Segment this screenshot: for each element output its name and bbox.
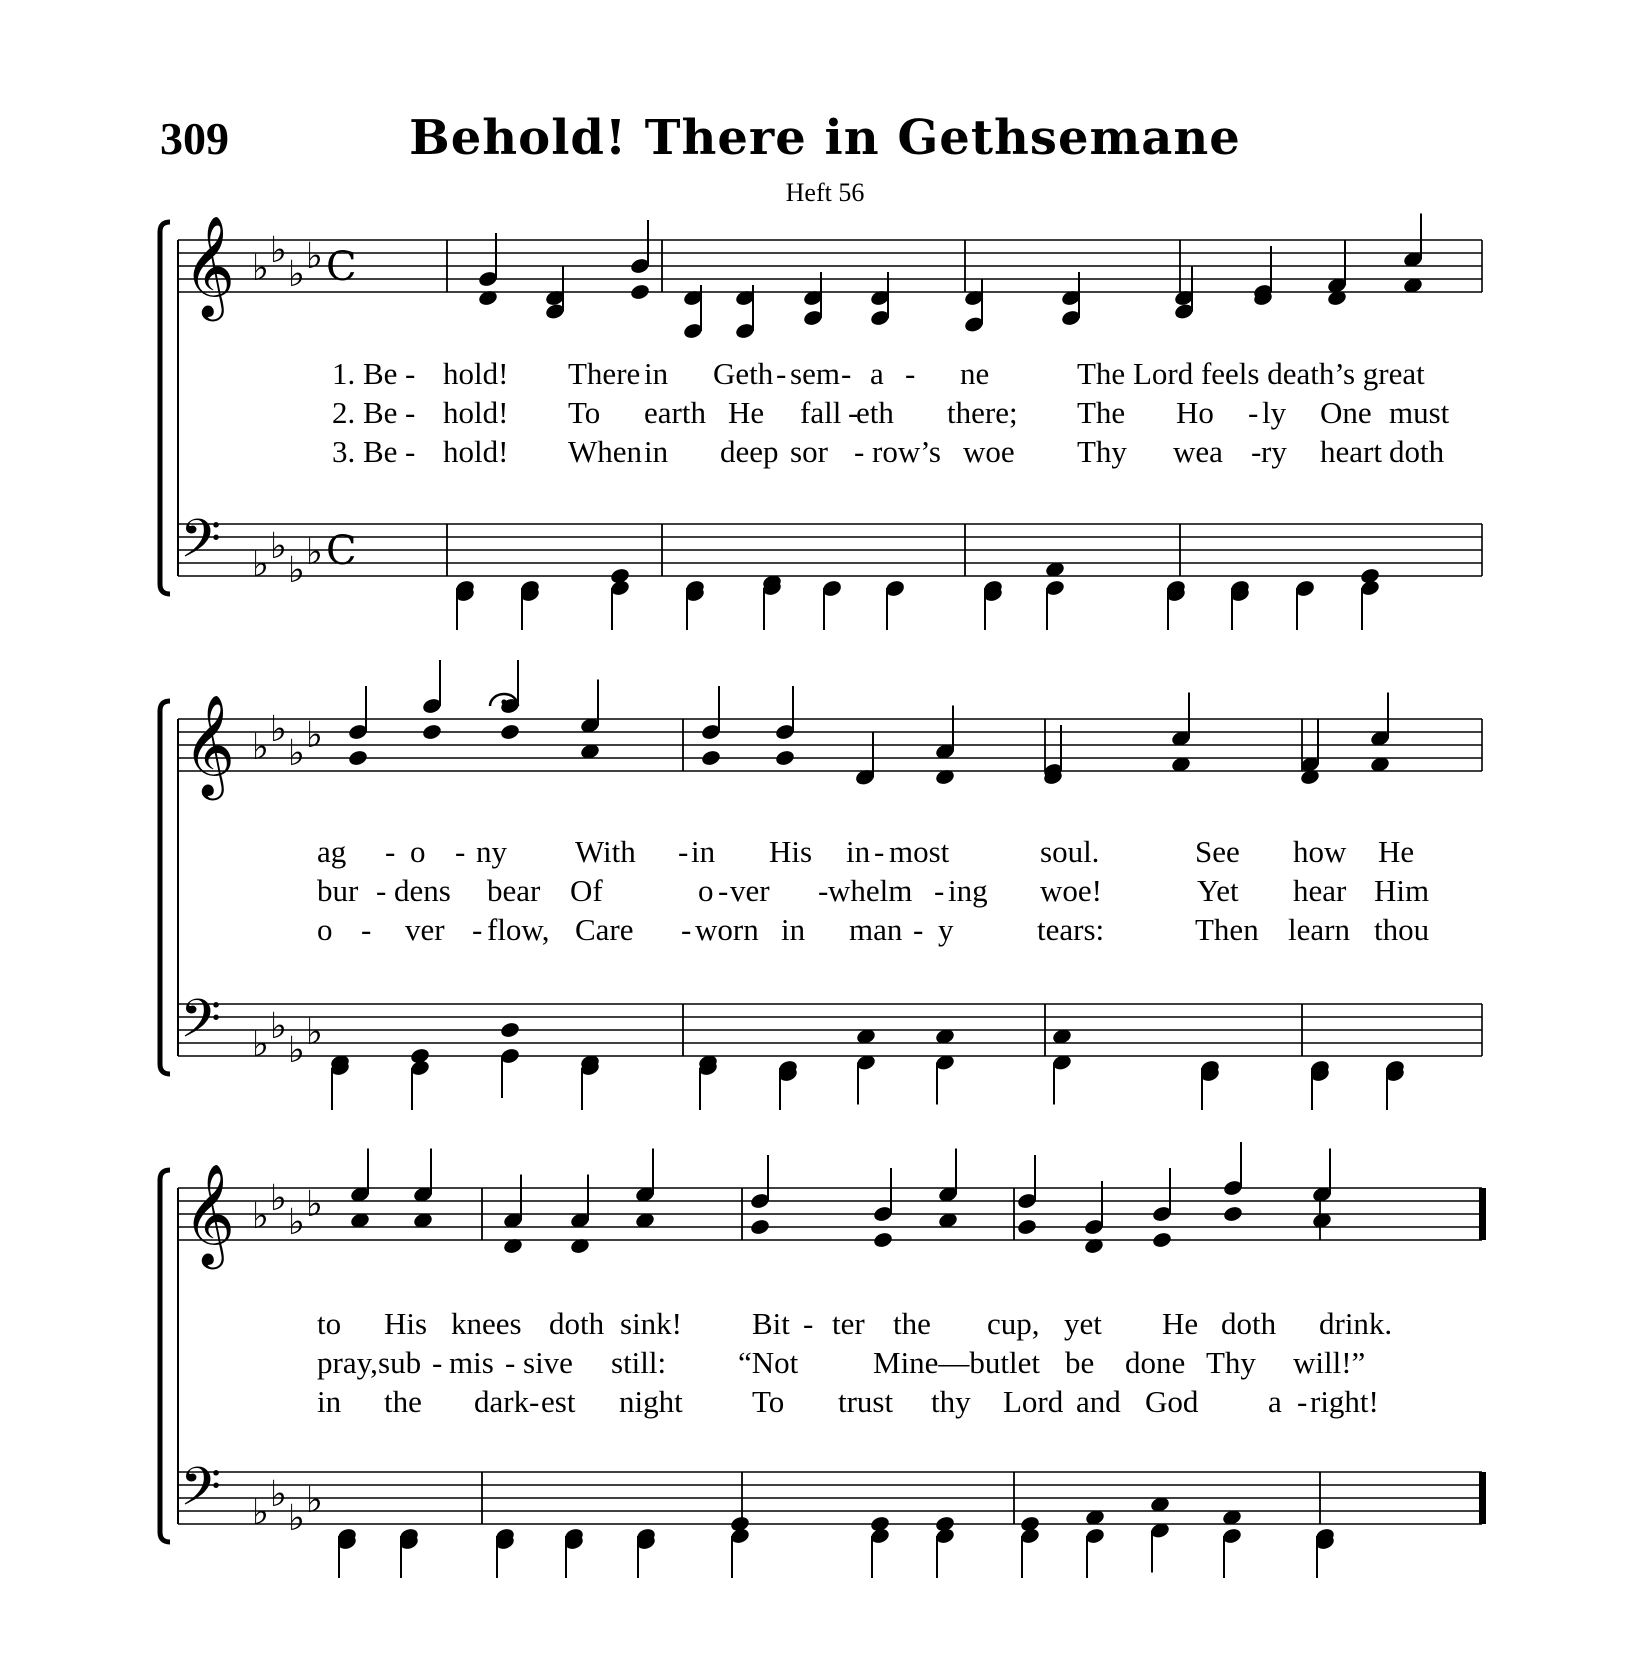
system-1-alto-note bbox=[629, 283, 650, 301]
system-2-verse-1-syllable: in bbox=[846, 834, 871, 869]
system-2-treble-flat-icon: ♭ bbox=[270, 709, 287, 750]
system-2-verse-3-syllable: - bbox=[913, 912, 924, 947]
system-3-verse-1-syllable: Bit bbox=[752, 1306, 790, 1341]
system-2-verse-3-syllable: Then bbox=[1195, 912, 1259, 947]
system-3-verse-1-syllable: sink! bbox=[620, 1306, 682, 1341]
system-3-verse-3-syllable: - bbox=[1297, 1384, 1308, 1419]
system-3-verse-2-syllable: “Not bbox=[738, 1345, 799, 1380]
system-2-verse-1-syllable: ag bbox=[317, 834, 347, 869]
system-1-verse-3-syllable: deep bbox=[720, 434, 779, 469]
system-3-verse-1-syllable: doth bbox=[1221, 1306, 1277, 1341]
system-2-verse-1-syllable: He bbox=[1378, 834, 1415, 869]
system-2-alto-note bbox=[700, 749, 721, 767]
system-3-verse-3-syllable: the bbox=[384, 1384, 422, 1419]
system-1-verse-3-syllable: sor bbox=[790, 434, 828, 469]
system-2-verse-1-syllable: With bbox=[575, 834, 636, 869]
system-2-treble-flat-icon: ♭ bbox=[252, 727, 269, 768]
system-3-verse-1-syllable: yet bbox=[1064, 1306, 1102, 1341]
system-1-verse-1-syllable: - bbox=[905, 356, 916, 391]
system-2-alto-note bbox=[499, 723, 520, 741]
system-1-verse-1-syllable: ne bbox=[960, 356, 990, 391]
system-2-treble-flat-icon: ♭ bbox=[288, 733, 305, 774]
system-2-bass-flat-icon: ♭ bbox=[252, 1024, 269, 1065]
bass-clef-icon: 𝄢 bbox=[180, 509, 222, 583]
system-1-verse-2-syllable: The bbox=[1077, 395, 1126, 430]
final-barline bbox=[1479, 1188, 1486, 1240]
treble-time-signature: C bbox=[326, 244, 357, 290]
system-3-bracket bbox=[160, 1170, 170, 1542]
system-2-verse-1-syllable: o bbox=[410, 834, 426, 869]
system-1-verse-3-syllable: - bbox=[854, 434, 865, 469]
system-1-verse-2-syllable: 2. Be bbox=[332, 395, 398, 430]
system-1-verse-1-syllable: in bbox=[644, 356, 669, 391]
system-2-verse-2-syllable: dens bbox=[394, 873, 451, 908]
system-1-verse-2-syllable: there; bbox=[947, 395, 1018, 430]
system-2-verse-1-syllable: most bbox=[889, 834, 950, 869]
system-1-bass-flat-icon: ♭ bbox=[306, 532, 323, 573]
system-1-verse-1-syllable: hold! bbox=[443, 356, 509, 391]
system-3-verse-3-syllable: night bbox=[619, 1384, 683, 1419]
system-2-verse-2-syllable: bur bbox=[317, 873, 359, 908]
system-3-verse-1-syllable: He bbox=[1162, 1306, 1199, 1341]
system-1-treble-flat-icon: ♭ bbox=[288, 254, 305, 295]
system-1-verse-1-syllable: Geth bbox=[713, 356, 774, 391]
system-1-verse-2-syllable: He bbox=[728, 395, 765, 430]
system-2-alto-note bbox=[347, 749, 368, 767]
system-1-verse-3-syllable: hold! bbox=[443, 434, 509, 469]
system-1-bass-flat-icon: ♭ bbox=[252, 544, 269, 585]
system-3-verse-2-syllable: sive bbox=[523, 1345, 573, 1380]
system-2-verse-2-syllable: hear bbox=[1293, 873, 1347, 908]
system-2-verse-3-syllable: y bbox=[938, 912, 954, 947]
system-1-treble-flat-icon: ♭ bbox=[270, 230, 287, 271]
system-2-verse-1-syllable: how bbox=[1293, 834, 1347, 869]
system-1-verse-1-syllable: There bbox=[568, 356, 641, 391]
system-1-verse-1-syllable: The Lord feels death’s great bbox=[1077, 356, 1425, 391]
system-2-verse-1-syllable: in bbox=[691, 834, 716, 869]
system-3-verse-2-syllable: pray, bbox=[317, 1345, 378, 1380]
system-2-verse-1-syllable: - bbox=[385, 834, 396, 869]
system-1-verse-3-syllable: - bbox=[405, 434, 416, 469]
system-1-treble-flat-icon: ♭ bbox=[306, 236, 323, 277]
system-3-verse-2-syllable: - bbox=[505, 1345, 516, 1380]
system-3-verse-2-syllable: will!” bbox=[1293, 1345, 1366, 1380]
system-2-verse-2-syllable: - bbox=[376, 873, 387, 908]
system-2-verse-2-syllable: - bbox=[934, 873, 945, 908]
system-2-verse-1-syllable: soul. bbox=[1040, 834, 1100, 869]
system-3-alto-note bbox=[1151, 1231, 1172, 1249]
hymn-number: 309 bbox=[160, 113, 229, 164]
system-1-verse-3-syllable: ry bbox=[1261, 434, 1287, 469]
system-2-bass-flat-icon: ♭ bbox=[270, 1006, 287, 1047]
bass-time-signature: C bbox=[326, 528, 357, 574]
system-3-verse-3-syllable: trust bbox=[838, 1384, 894, 1419]
treble-clef-icon: 𝄞 bbox=[183, 693, 236, 796]
system-2-verse-1-syllable: - bbox=[455, 834, 466, 869]
system-1-verse-1-syllable: a bbox=[870, 356, 884, 391]
system-3-verse-1-syllable: to bbox=[317, 1306, 342, 1341]
system-1-verse-3-syllable: 3. Be bbox=[332, 434, 398, 469]
system-2-verse-2-syllable: Him bbox=[1374, 873, 1430, 908]
system-2-treble-flat-icon: ♭ bbox=[306, 715, 323, 756]
system-1-bracket bbox=[160, 222, 170, 594]
system-3-verse-3-syllable: To bbox=[752, 1384, 785, 1419]
system-2-verse-3-syllable: o bbox=[317, 912, 333, 947]
system-3-verse-3-syllable: and bbox=[1076, 1384, 1121, 1419]
system-1-verse-2-syllable: earth bbox=[644, 395, 706, 430]
system-2-verse-2-syllable: whelm bbox=[828, 873, 913, 908]
system-2-verse-2-syllable: - bbox=[718, 873, 729, 908]
system-1-verse-3-syllable: - bbox=[1251, 434, 1262, 469]
system-1-verse-2-syllable: - bbox=[848, 395, 859, 430]
system-1-verse-3-syllable: wea bbox=[1173, 434, 1223, 469]
system-2-verse-3-syllable: man bbox=[849, 912, 903, 947]
system-3-verse-3-syllable: in bbox=[317, 1384, 342, 1419]
system-3-verse-2-syllable: be bbox=[1065, 1345, 1095, 1380]
system-3-alto-note bbox=[1016, 1218, 1037, 1236]
system-3-verse-1-syllable: knees bbox=[451, 1306, 522, 1341]
system-1-verse-3-syllable: doth bbox=[1389, 434, 1445, 469]
system-3-verse-1-syllable: ter bbox=[832, 1306, 865, 1341]
system-3-verse-3-syllable: Lord bbox=[1003, 1384, 1064, 1419]
system-3-treble-flat-icon: ♭ bbox=[288, 1202, 305, 1243]
system-3-alto-note bbox=[749, 1218, 770, 1236]
system-3-verse-3-syllable: right! bbox=[1310, 1384, 1379, 1419]
system-3-verse-3-syllable: thy bbox=[931, 1384, 971, 1419]
system-1-verse-2-syllable: - bbox=[405, 395, 416, 430]
system-1-verse-3-syllable: Thy bbox=[1077, 434, 1127, 469]
system-1-verse-1-syllable: sem bbox=[790, 356, 840, 391]
system-1-verse-3-syllable: in bbox=[644, 434, 669, 469]
system-2-verse-3-syllable: worn bbox=[695, 912, 759, 947]
system-3-verse-2-syllable: still: bbox=[611, 1345, 667, 1380]
system-3-verse-1-syllable: the bbox=[893, 1306, 931, 1341]
final-barline bbox=[1479, 1472, 1486, 1524]
system-2-bass-flat-icon: ♭ bbox=[306, 1012, 323, 1053]
system-3-verse-3-syllable: God bbox=[1145, 1384, 1199, 1419]
system-2-verse-3-syllable: tears: bbox=[1037, 912, 1105, 947]
system-1-verse-3-syllable: row’s bbox=[872, 434, 941, 469]
system-3-treble-flat-icon: ♭ bbox=[252, 1196, 269, 1237]
system-3-verse-1-syllable: His bbox=[384, 1306, 428, 1341]
system-3-verse-2-syllable: Thy bbox=[1206, 1345, 1256, 1380]
system-3-alto-note bbox=[1222, 1205, 1243, 1223]
system-2-verse-2-syllable: Of bbox=[570, 873, 603, 908]
system-3-verse-1-syllable: doth bbox=[549, 1306, 605, 1341]
system-3-verse-3-syllable: a bbox=[1268, 1384, 1282, 1419]
system-1-verse-2-syllable: ly bbox=[1262, 395, 1287, 430]
system-2-verse-2-syllable: Yet bbox=[1197, 873, 1239, 908]
system-2-verse-3-syllable: - bbox=[472, 912, 483, 947]
system-2-verse-2-syllable: woe! bbox=[1040, 873, 1102, 908]
system-1-verse-2-syllable: hold! bbox=[443, 395, 509, 430]
system-3-bass-flat-icon: ♭ bbox=[306, 1480, 323, 1521]
system-3-treble-flat-icon: ♭ bbox=[270, 1178, 287, 1219]
system-2-bracket bbox=[160, 701, 170, 1074]
system-1-verse-1-syllable: - bbox=[405, 356, 416, 391]
system-1-verse-3-syllable: heart bbox=[1320, 434, 1382, 469]
system-2-verse-1-syllable: - bbox=[874, 834, 885, 869]
system-1-verse-2-syllable: fall bbox=[800, 395, 842, 430]
system-1-bass-flat-icon: ♭ bbox=[288, 550, 305, 591]
system-1-bass-flat-icon: ♭ bbox=[270, 526, 287, 567]
system-3-verse-2-syllable: let bbox=[1009, 1345, 1040, 1380]
system-2-bass-flat-icon: ♭ bbox=[288, 1030, 305, 1071]
system-3-verse-1-syllable: drink. bbox=[1319, 1306, 1393, 1341]
system-2-verse-1-syllable: ny bbox=[476, 834, 507, 869]
system-3-verse-3-syllable: dark bbox=[474, 1384, 530, 1419]
system-1-treble-flat-icon: ♭ bbox=[252, 248, 269, 289]
system-3-verse-3-syllable: - bbox=[529, 1384, 540, 1419]
system-3-verse-2-syllable: sub bbox=[378, 1345, 422, 1380]
system-3-verse-2-syllable: done bbox=[1125, 1345, 1186, 1380]
system-3-verse-1-syllable: cup, bbox=[987, 1306, 1040, 1341]
bass-clef-icon: 𝄢 bbox=[180, 1457, 222, 1531]
system-3-bass-flat-icon: ♭ bbox=[288, 1498, 305, 1539]
system-2-alto-note bbox=[421, 723, 442, 741]
system-2-verse-2-syllable: o bbox=[698, 873, 714, 908]
system-3-verse-2-syllable: Mine—but bbox=[873, 1345, 1010, 1380]
system-2-verse-2-syllable: ver bbox=[730, 873, 770, 908]
system-3-verse-1-syllable: - bbox=[803, 1306, 814, 1341]
system-2-verse-1-syllable: His bbox=[769, 834, 813, 869]
system-3-verse-2-syllable: - bbox=[432, 1345, 443, 1380]
system-2-verse-3-syllable: learn bbox=[1288, 912, 1350, 947]
system-1-verse-2-syllable: must bbox=[1389, 395, 1450, 430]
hymn-title: Behold! There in Gethsemane bbox=[409, 110, 1241, 166]
system-1-verse-2-syllable: - bbox=[1248, 395, 1259, 430]
system-1-verse-2-syllable: Ho bbox=[1176, 395, 1214, 430]
system-1-verse-2-syllable: eth bbox=[856, 395, 894, 430]
system-2-verse-3-syllable: ver bbox=[405, 912, 445, 947]
system-2-verse-1-syllable: See bbox=[1195, 834, 1240, 869]
system-3-bass-flat-icon: ♭ bbox=[270, 1474, 287, 1515]
system-2-tenor-note bbox=[499, 1021, 520, 1039]
system-1-verse-1-syllable: - bbox=[841, 356, 852, 391]
system-1-verse-3-syllable: woe bbox=[963, 434, 1015, 469]
tune-name: Heft 56 bbox=[785, 178, 865, 207]
treble-clef-icon: 𝄞 bbox=[183, 214, 236, 317]
system-2-verse-3-syllable: - bbox=[681, 912, 692, 947]
system-2-verse-3-syllable: thou bbox=[1374, 912, 1430, 947]
system-1-verse-2-syllable: One bbox=[1320, 395, 1372, 430]
system-2-verse-3-syllable: Care bbox=[575, 912, 634, 947]
system-2-verse-2-syllable: ing bbox=[948, 873, 988, 908]
fermata-icon bbox=[501, 699, 506, 704]
system-1-verse-1-syllable: - bbox=[776, 356, 787, 391]
system-3-bass-flat-icon: ♭ bbox=[252, 1492, 269, 1533]
system-3-verse-3-syllable: est bbox=[541, 1384, 576, 1419]
system-2-verse-1-syllable: - bbox=[678, 834, 689, 869]
system-1-verse-3-syllable: When bbox=[568, 434, 643, 469]
system-1-verse-1-syllable: 1. Be bbox=[332, 356, 398, 391]
system-2-verse-3-syllable: flow, bbox=[487, 912, 550, 947]
system-3-alto-note bbox=[872, 1231, 893, 1249]
system-2-verse-2-syllable: - bbox=[818, 873, 829, 908]
system-3-verse-2-syllable: mis bbox=[449, 1345, 494, 1380]
bass-clef-icon: 𝄢 bbox=[180, 989, 222, 1063]
system-1-verse-2-syllable: To bbox=[568, 395, 601, 430]
system-2-verse-3-syllable: - bbox=[361, 912, 372, 947]
system-3-treble-flat-icon: ♭ bbox=[306, 1184, 323, 1225]
system-2-alto-note bbox=[774, 749, 795, 767]
system-2-verse-2-syllable: bear bbox=[487, 873, 541, 908]
system-2-verse-3-syllable: in bbox=[781, 912, 806, 947]
treble-clef-icon: 𝄞 bbox=[183, 1162, 236, 1265]
